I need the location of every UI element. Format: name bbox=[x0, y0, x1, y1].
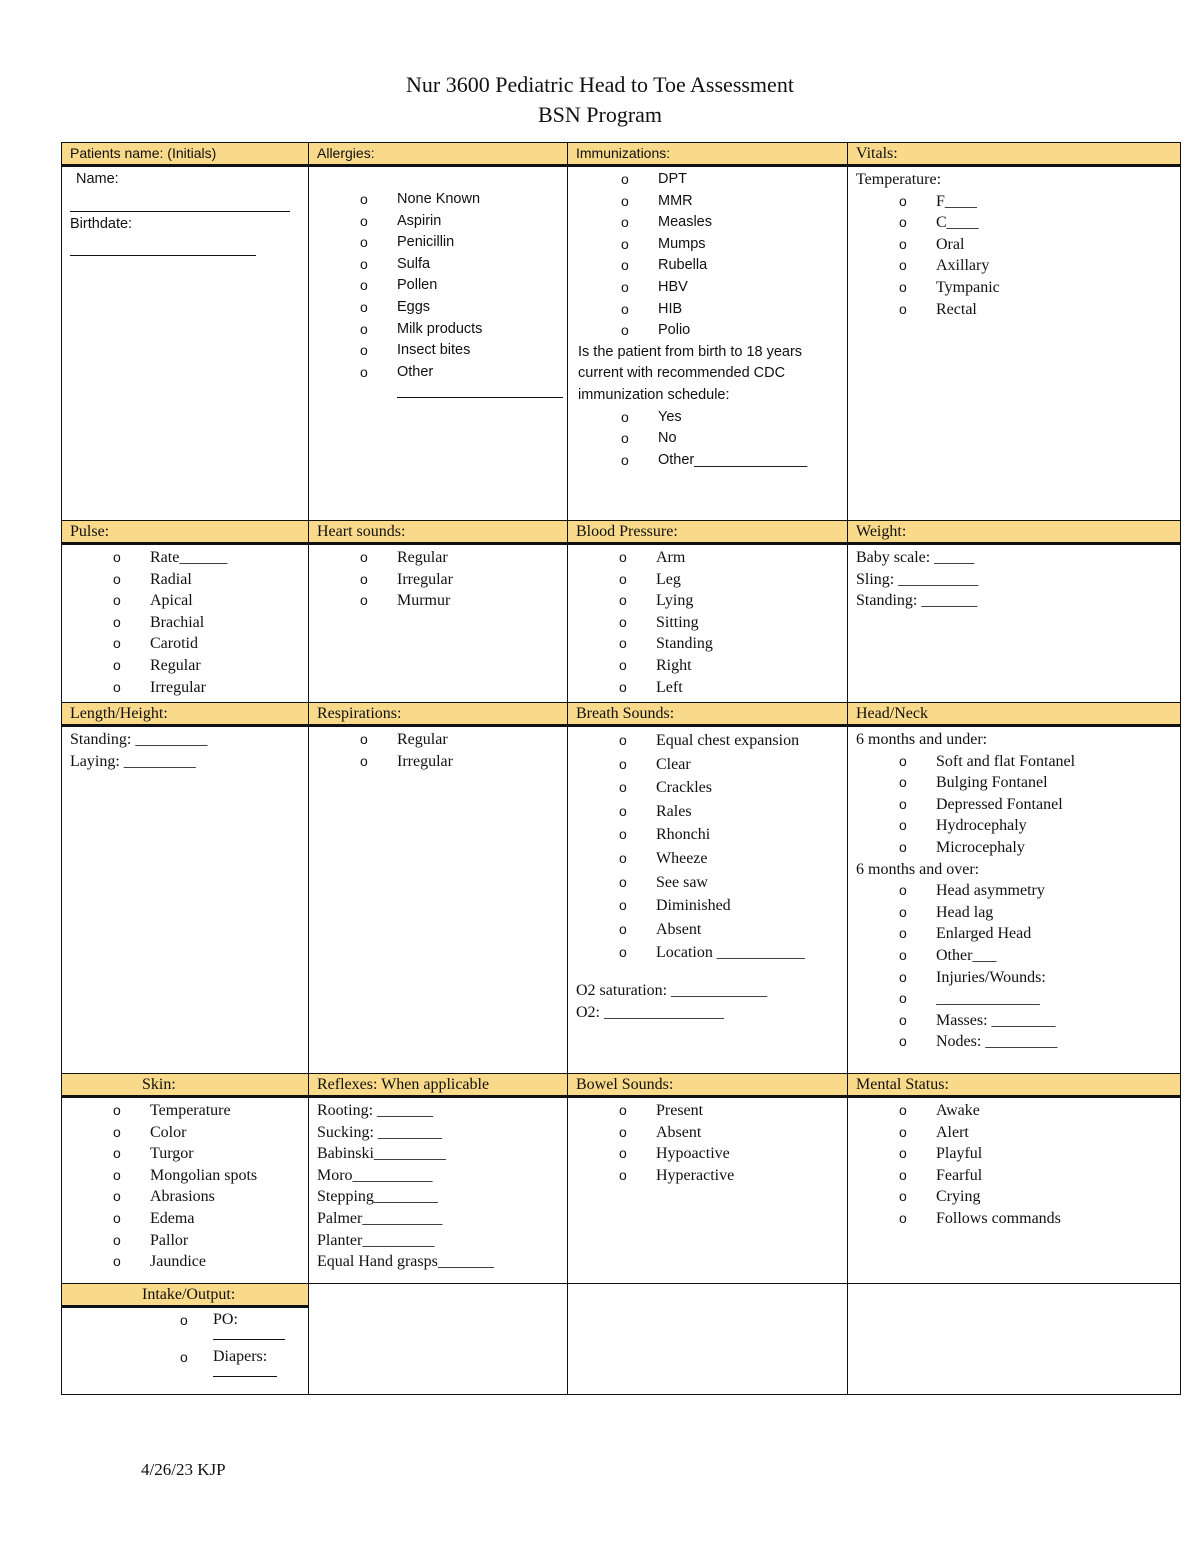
reflexes-header: Reflexes: When applicable bbox=[309, 1074, 568, 1097]
immunization-option[interactable]: o MMR bbox=[578, 191, 839, 213]
allergy-option[interactable]: o Other bbox=[317, 362, 559, 384]
respirations-cell bbox=[309, 726, 568, 1074]
mental-status-option[interactable]: o Follows commands bbox=[856, 1208, 1172, 1230]
intake-output-cell bbox=[62, 1307, 309, 1395]
assessment-form bbox=[61, 142, 1181, 1395]
immunization-option[interactable]: o Polio bbox=[578, 320, 839, 342]
page-title: Nur 3600 Pediatric Head to Toe Assessment bbox=[406, 72, 794, 97]
allergy-option[interactable]: o None Known bbox=[317, 189, 559, 211]
six-months-over-list bbox=[856, 880, 1172, 1053]
reflex-field[interactable]: Equal Hand grasps_______ bbox=[317, 1253, 494, 1271]
pulse-option[interactable]: o Carotid bbox=[70, 633, 300, 655]
temperature-option[interactable]: o F____ bbox=[856, 191, 1172, 213]
head-option[interactable]: o Head lag bbox=[856, 902, 1172, 924]
reflexes-cell bbox=[309, 1097, 568, 1284]
bp-option[interactable]: o Arm bbox=[576, 547, 839, 569]
head-option[interactable]: o Other___ bbox=[856, 945, 1172, 967]
pulse-option[interactable]: o Radial bbox=[70, 569, 300, 591]
allergies-cell bbox=[309, 166, 568, 521]
vitals-header: Vitals: bbox=[848, 143, 1181, 166]
reflex-field[interactable]: Babinski_________ bbox=[317, 1145, 446, 1163]
name-field[interactable] bbox=[70, 195, 290, 212]
immunizations-cell bbox=[568, 166, 848, 521]
standing-length-field[interactable]: Standing: _________ bbox=[70, 731, 208, 748]
bp-option[interactable]: o Right bbox=[576, 655, 839, 677]
allergy-option[interactable]: o Aspirin bbox=[317, 211, 559, 233]
immunization-option[interactable]: o DPT bbox=[578, 169, 839, 191]
baby-scale-field[interactable]: Baby scale: _____ bbox=[856, 549, 975, 566]
empty-cell bbox=[309, 1284, 568, 1395]
temperature-list bbox=[856, 191, 1172, 321]
birthdate-label: Birthdate: bbox=[70, 215, 133, 232]
length-height-cell bbox=[62, 726, 309, 1074]
breath-sound-option[interactable]: o See saw bbox=[576, 871, 839, 895]
head-option[interactable]: o Enlarged Head bbox=[856, 923, 1172, 945]
allergy-option[interactable]: o Sulfa bbox=[317, 254, 559, 276]
patient-header: Patients name: (Initials) bbox=[62, 143, 309, 166]
heart-sound-option[interactable]: o Irregular bbox=[317, 569, 559, 591]
allergies-list bbox=[317, 189, 559, 383]
intake-output-list bbox=[70, 1309, 300, 1331]
reflex-field[interactable]: Sucking: ________ bbox=[317, 1123, 442, 1141]
heart-sounds-list bbox=[317, 547, 559, 612]
head-neck-cell bbox=[848, 726, 1181, 1074]
weight-cell bbox=[848, 544, 1181, 703]
po-label: PO: bbox=[213, 1311, 238, 1328]
bowel-sound-option[interactable]: o Present bbox=[576, 1100, 839, 1122]
immunizations-list bbox=[578, 169, 839, 342]
temperature-option[interactable]: o C____ bbox=[856, 212, 1172, 234]
six-months-under-label: 6 months and under: bbox=[856, 731, 988, 748]
cdc-answer-option[interactable]: o No bbox=[578, 428, 839, 450]
allergies-header: Allergies: bbox=[309, 143, 568, 166]
head-option[interactable]: o Bulging Fontanel bbox=[856, 772, 1172, 794]
laying-length-field[interactable]: Laying: _________ bbox=[70, 752, 196, 770]
pulse-option[interactable]: o Irregular bbox=[70, 677, 300, 699]
immunization-option[interactable]: o HIB bbox=[578, 299, 839, 321]
temperature-option[interactable]: o Tympanic bbox=[856, 277, 1172, 299]
patient-cell bbox=[62, 166, 309, 521]
skin-header: Skin: bbox=[62, 1074, 309, 1097]
heart-sounds-header: Heart sounds: bbox=[309, 521, 568, 544]
pulse-option[interactable]: o Rate______ bbox=[70, 547, 300, 569]
mental-status-cell bbox=[848, 1097, 1181, 1284]
skin-option[interactable]: o Pallor bbox=[70, 1230, 300, 1252]
mental-status-option[interactable]: o Fearful bbox=[856, 1165, 1172, 1187]
mental-status-option[interactable]: o Awake bbox=[856, 1100, 1172, 1122]
breath-sounds-list bbox=[576, 729, 839, 965]
empty-cell bbox=[568, 1284, 848, 1395]
bp-option[interactable]: o Leg bbox=[576, 569, 839, 591]
six-months-over-label: 6 months and over: bbox=[856, 860, 980, 878]
breath-sound-option[interactable]: o Equal chest expansion bbox=[576, 729, 839, 753]
o2-saturation-field[interactable]: O2 saturation: ____________ bbox=[576, 981, 768, 999]
skin-option[interactable]: o Abrasions bbox=[70, 1186, 300, 1208]
breath-sounds-header: Breath Sounds: bbox=[568, 703, 848, 726]
pulse-option[interactable]: o Brachial bbox=[70, 612, 300, 634]
pulse-list bbox=[70, 547, 300, 698]
bp-option[interactable]: o Left bbox=[576, 677, 839, 699]
po-field[interactable] bbox=[213, 1331, 285, 1340]
respiration-option[interactable]: o Regular bbox=[317, 729, 559, 751]
heart-sounds-cell bbox=[309, 544, 568, 703]
immunization-option[interactable]: o Rubella bbox=[578, 255, 839, 277]
head-option[interactable]: o Head asymmetry bbox=[856, 880, 1172, 902]
weight-header: Weight: bbox=[848, 521, 1181, 544]
immunizations-header: Immunizations: bbox=[568, 143, 848, 166]
bowel-sound-option[interactable]: o Hypoactive bbox=[576, 1143, 839, 1165]
bp-option[interactable]: o Standing bbox=[576, 633, 839, 655]
allergy-other-field[interactable] bbox=[397, 383, 563, 398]
mental-status-option[interactable]: o Playful bbox=[856, 1143, 1172, 1165]
mental-status-option[interactable]: o Alert bbox=[856, 1122, 1172, 1144]
cdc-answer-option[interactable]: o Yes bbox=[578, 407, 839, 429]
reflex-field[interactable]: Planter_________ bbox=[317, 1231, 435, 1249]
diapers-field[interactable] bbox=[213, 1368, 277, 1377]
allergy-option[interactable]: o Milk products bbox=[317, 319, 559, 341]
pulse-option[interactable]: o Regular bbox=[70, 655, 300, 677]
bowel-sounds-list bbox=[576, 1100, 839, 1186]
temperature-option[interactable]: o Rectal bbox=[856, 299, 1172, 321]
standing-weight-field[interactable]: Standing: _______ bbox=[856, 592, 978, 610]
breath-sound-option[interactable]: o Crackles bbox=[576, 776, 839, 800]
bp-option[interactable]: o Sitting bbox=[576, 612, 839, 634]
mental-status-option[interactable]: o Crying bbox=[856, 1186, 1172, 1208]
bp-option[interactable]: o Lying bbox=[576, 590, 839, 612]
birthdate-field[interactable] bbox=[70, 239, 256, 256]
breath-sound-option[interactable]: o Wheeze bbox=[576, 847, 839, 871]
skin-option[interactable]: o Jaundice bbox=[70, 1251, 300, 1273]
allergy-option[interactable]: o Eggs bbox=[317, 297, 559, 319]
temperature-label: Temperature: bbox=[856, 171, 942, 188]
reflex-field[interactable]: Stepping________ bbox=[317, 1188, 438, 1206]
head-option[interactable]: o Depressed Fontanel bbox=[856, 794, 1172, 816]
skin-option[interactable]: o Color bbox=[70, 1122, 300, 1144]
head-option[interactable]: o Nodes: _________ bbox=[856, 1031, 1172, 1053]
immunization-option[interactable]: o Mumps bbox=[578, 234, 839, 256]
immunization-option[interactable]: o HBV bbox=[578, 277, 839, 299]
diapers-label: Diapers: bbox=[213, 1348, 268, 1365]
empty-cell bbox=[848, 1284, 1181, 1395]
head-option[interactable]: o Injuries/Wounds: bbox=[856, 967, 1172, 989]
respiration-option[interactable]: o Irregular bbox=[317, 751, 559, 773]
skin-cell bbox=[62, 1097, 309, 1284]
name-label: Name: bbox=[76, 171, 119, 187]
skin-option[interactable]: o Temperature bbox=[70, 1100, 300, 1122]
footer-date: 4/26/23 KJP bbox=[141, 1460, 226, 1479]
vitals-cell bbox=[848, 166, 1181, 521]
bowel-sounds-header: Bowel Sounds: bbox=[568, 1074, 848, 1097]
head-option[interactable]: o Microcephaly bbox=[856, 837, 1172, 859]
reflex-field[interactable]: Palmer__________ bbox=[317, 1209, 443, 1227]
reflex-field[interactable]: Moro__________ bbox=[317, 1166, 433, 1184]
intake-output-list bbox=[70, 1346, 300, 1368]
bowel-sounds-cell bbox=[568, 1097, 848, 1284]
breath-sound-option[interactable]: o Location ___________ bbox=[576, 941, 839, 965]
blood-pressure-cell bbox=[568, 544, 848, 703]
po-option[interactable] bbox=[70, 1309, 300, 1331]
allergy-option[interactable]: o Insect bites bbox=[317, 340, 559, 362]
temperature-option[interactable]: o Oral bbox=[856, 234, 1172, 256]
o2-field[interactable]: O2: _______________ bbox=[576, 1003, 724, 1021]
allergy-option[interactable]: o Penicillin bbox=[317, 232, 559, 254]
breath-sound-option[interactable]: o Absent bbox=[576, 918, 839, 942]
mental-status-header: Mental Status: bbox=[848, 1074, 1181, 1097]
page-subtitle: BSN Program bbox=[537, 102, 663, 127]
six-months-under-list bbox=[856, 751, 1172, 859]
skin-option[interactable]: o Mongolian spots bbox=[70, 1165, 300, 1187]
sling-field[interactable]: Sling: __________ bbox=[856, 570, 979, 588]
pulse-option[interactable]: o Apical bbox=[70, 590, 300, 612]
breath-sound-option[interactable]: o Rhonchi bbox=[576, 823, 839, 847]
cdc-answer-option[interactable]: o Other______________ bbox=[578, 450, 839, 472]
breath-sound-option[interactable]: o Clear bbox=[576, 753, 839, 777]
breath-sound-option[interactable]: o Diminished bbox=[576, 894, 839, 918]
breath-sounds-cell bbox=[568, 726, 848, 1074]
blood-pressure-list bbox=[576, 547, 839, 698]
pulse-cell bbox=[62, 544, 309, 703]
immunization-option[interactable]: o Measles bbox=[578, 212, 839, 234]
mental-status-list bbox=[856, 1100, 1172, 1230]
respirations-header: Respirations: bbox=[309, 703, 568, 726]
breath-sound-option[interactable]: o Rales bbox=[576, 800, 839, 824]
diapers-option[interactable] bbox=[70, 1346, 300, 1368]
heart-sound-option[interactable]: o Regular bbox=[317, 547, 559, 569]
pulse-header: Pulse: bbox=[62, 521, 309, 544]
skin-option[interactable]: o Edema bbox=[70, 1208, 300, 1230]
head-option[interactable]: o _____________ bbox=[856, 988, 1172, 1010]
reflex-field[interactable]: Rooting: _______ bbox=[317, 1102, 434, 1119]
head-neck-header: Head/Neck bbox=[848, 703, 1181, 726]
head-option[interactable]: o Soft and flat Fontanel bbox=[856, 751, 1172, 773]
heart-sound-option[interactable]: o Murmur bbox=[317, 590, 559, 612]
bowel-sound-option[interactable]: o Absent bbox=[576, 1122, 839, 1144]
blood-pressure-header: Blood Pressure: bbox=[568, 521, 848, 544]
length-height-header: Length/Height: bbox=[62, 703, 309, 726]
bowel-sound-option[interactable]: o Hyperactive bbox=[576, 1165, 839, 1187]
cdc-question: Is the patient from birth to 18 years current with recommended CDC immunization schedule: bbox=[578, 343, 803, 403]
head-option[interactable]: o Masses: ________ bbox=[856, 1010, 1172, 1032]
skin-option[interactable]: o Turgor bbox=[70, 1143, 300, 1165]
intake-output-header: Intake/Output: bbox=[62, 1284, 309, 1307]
allergy-option[interactable]: o Pollen bbox=[317, 275, 559, 297]
cdc-answer-list bbox=[578, 407, 839, 472]
skin-list bbox=[70, 1100, 300, 1273]
head-option[interactable]: o Hydrocephaly bbox=[856, 815, 1172, 837]
temperature-option[interactable]: o Axillary bbox=[856, 255, 1172, 277]
respirations-list bbox=[317, 729, 559, 772]
